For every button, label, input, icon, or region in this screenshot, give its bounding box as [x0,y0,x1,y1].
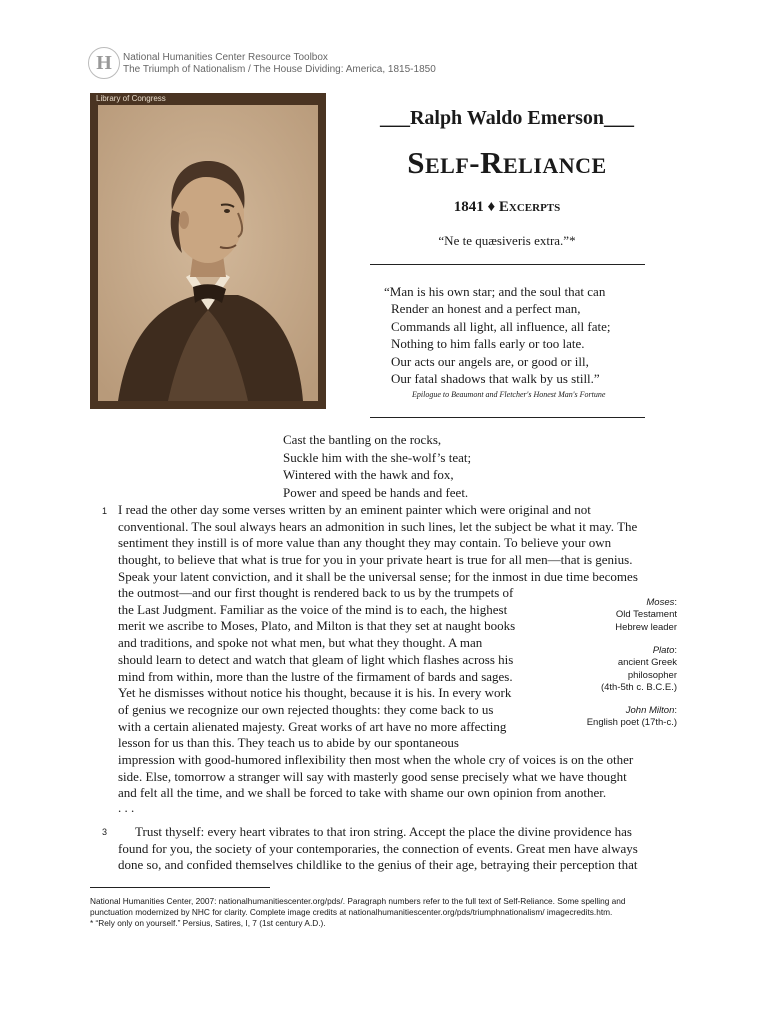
paragraph-number: 1 [102,506,108,516]
text-line: conventional. The soul always hears an admonition in such lines, let the subject be what it may. The [118,518,638,534]
divider [370,417,645,418]
portrait-illustration [98,105,318,401]
year: 1841 [453,199,484,215]
paragraph-1-part-b [118,585,515,752]
sidenote-name: John Milton [625,705,675,716]
text-line: and traditions, and spoke not what men, but what they thought. A man [118,635,483,651]
divider [370,264,645,265]
sidenote-moses: Moses: Old Testament Hebrew leader [537,597,677,634]
footnote-line: National Humanities Center, 2007: nationalhumanitiescenter.org/pds/. Paragraph numbers refer to the full text of Self-Reliance. Some spelling and [90,896,626,906]
poem-line: Commands all light, all influence, all fate; [391,318,611,334]
sidenote-name: Moses [646,597,675,608]
sidenote-milton: John Milton: English poet (17th-c.) [537,705,677,730]
text-line: Yet he dismisses without notice his thought, because it is his. In every work [118,685,512,701]
paragraph-1-part-a [118,502,638,586]
poem-line: Our fatal shadows that walk by us still.” [391,371,600,387]
sidenote-text: Old Testament [615,609,677,621]
second-poem [283,431,471,501]
sidenote-text: Hebrew leader [615,621,677,633]
excerpts-label: Excerpts [498,199,561,215]
paragraph-number: 3 [102,827,108,837]
poem-line: Our acts our angels are, or good or ill, [391,353,589,369]
sidenote-name: Plato [652,645,675,656]
footnote-rule [90,887,270,888]
text-line: I read the other day some verses written by an eminent painter which were original and not [118,502,591,517]
text-line: and felt all the time, and we shall be forced to take with shame our own opinion from another. [118,785,607,801]
text-line: lesson for us than this. They teach us to abide by our spontaneous [118,735,459,751]
diamond-icon: ♦ [487,199,496,215]
portrait-credit: Library of Congress [96,94,166,103]
epigraph-poem [384,283,611,387]
text-line: with a certain alienated majesty. Great works of art have no more affecting [118,718,507,734]
header-line-1: National Humanities Center Resource Toolbox [123,52,328,63]
text-line: side. Else, tomorrow a stranger will say with masterly good sense precisely what we have thought [118,768,627,784]
essay-date [362,199,652,216]
poem-line: Power and speed be hands and feet. [283,484,469,500]
poem-line: Cast the bantling on the rocks, [283,432,442,447]
paragraph-1-part-c [118,752,633,802]
text-line: mind from within, more than the lustre of the firmament of bards and sages. [118,668,513,684]
text-line: Speak your latent conviction, and it shall be the universal sense; for the inmost in due time becomes [118,568,638,584]
poem-line: Nothing to him falls early or too late. [391,336,585,352]
text-line: found for you, the society of your contemporaries, the connection of events. Great men have always [118,840,638,856]
emerson-portrait [90,93,326,409]
sidenote-plato: Plato: ancient Greek philosopher (4th-5th c. B.C.E.) [537,645,677,694]
text-line: of genius we recognize our own rejected thoughts: they come back to us [118,701,494,717]
author-name: ___Ralph Waldo Emerson___ [379,107,635,129]
page-header [123,52,436,76]
poem-line: Suckle him with the she-wolf’s teat; [283,449,472,465]
header-line-2: The Triumph of Nationalism / The House Dividing: America, 1815-1850 [123,64,436,75]
nhc-logo: H [88,47,120,79]
footnote-line: * “Rely only on yourself.” Persius, Satires, I, 7 (1st century A.D.). [90,918,326,928]
text-line: merit we ascribe to Moses, Plato, and Milton is that they set at naught books [118,618,516,634]
portrait-image [98,105,318,401]
text-line: Trust thyself: every heart vibrates to that iron string. Accept the place the divine providence has [135,824,632,839]
poem-attribution: Epilogue to Beaumont and Fletcher's Honest Man's Fortune [412,390,606,399]
text-line: sentiment they instill is of more value than any thought they may contain. To believe your own [118,535,612,551]
sidenote-text: English poet (17th-c.) [586,717,677,729]
text-line: impression with good-humored inflexibility then most when the whole cry of voices is on the other [118,752,634,767]
sidenote-text: ancient Greek [617,657,677,669]
motto: “Ne te quæsiveris extra.”* [438,233,576,248]
paragraph-3 [118,824,638,874]
footnote-line: punctuation modernized by NHC for clarity. Complete image credits at nationalhumanitiescenter.org/pds/triumphnationalism/ imagecredits.htm. [90,907,613,917]
poem-line: Render an honest and a perfect man, [391,301,581,317]
poem-line: “Man is his own star; and the soul that can [384,284,606,299]
text-line: the Last Judgment. Familiar as the voice of the mind is to each, the highest [118,601,508,617]
text-line: thought, to believe that what is true for you in your private heart is true for all men—that is genius. [118,552,633,568]
essay-title: Self-Reliance [407,145,607,180]
text-line: done so, and confided themselves childlike to the genius of their age, betraying their perception that [118,857,638,873]
ellipsis: . . . [118,800,135,815]
footnotes [90,896,690,929]
text-line: should learn to detect and watch that gleam of light which flashes across his [118,651,514,667]
sidenote-text: (4th-5th c. B.C.E.) [600,681,677,693]
poem-line: Wintered with the hawk and fox, [283,467,454,482]
sidenote-text: philosopher [627,669,677,681]
text-line: the outmost—and our first thought is rendered back to us by the trumpets of [118,585,514,600]
